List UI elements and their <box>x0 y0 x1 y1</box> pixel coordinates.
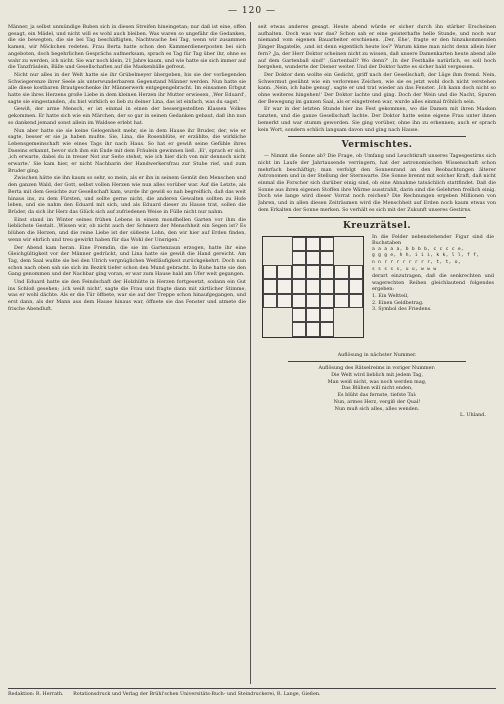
puzzle-text <box>372 234 494 313</box>
miscellany-heading: Vermischtes. <box>341 140 413 151</box>
grid-cell <box>306 265 320 279</box>
grid-cell <box>334 294 348 308</box>
grid-cell <box>306 322 320 336</box>
puzzle-letters: a a a a a, b b b b, c c c c e, <box>372 246 464 252</box>
crossword-grid <box>262 236 364 338</box>
grid-cell <box>292 294 306 308</box>
solution-intro: Auflösung des Rätselreims in voriger Nummer: <box>318 365 436 372</box>
puzzle-solution-note: Auflösung in nächster Nummer. <box>337 351 417 358</box>
story-paragraph: Nicht nur alles in der Welt hatte sie ihr Grübelmeyer übergeben, bis sie der vorliegenden Schwiegerenze ihrer Seele als unterwunderbarem Gegenstand Männer werden. Nun hatte sie alle diese kostbaren Brautgeschenke ihr Männerwerk entgegengebracht. Im einsamen Erbgut hatte sie ihres Herzens große Liebe in dem kleinen Herzen ihr Mutter erwiesen, ,Wer Eduard', sagte sie eingestanden, ,du bist wirklich so lieb zu deiner Lina, das ist einfach, was du sagst.' <box>8 71 246 105</box>
left-column <box>8 24 246 684</box>
story-continuation: Der Doktor dem wollte ein Gedicht, griff nach der Gesellschaft, der Lüge ihm fremd. Nein, Schwermut gesühnt wie ein verlorenes Zeichen, wie sie es jetzt wohl doch nicht verstehen kann. ,Nein, ich habe genug', sagte er und trat wieder an das Fenster. ,Ich kann doch nicht so ohne weiteres hingehen!' Der Doktor lachte und ging. Doch der Wein und die Nacht, Spuren der Bewegung im ganzen Saal, als er eingetreten war, wurde alles einmal fröhlich sein. <box>258 71 496 105</box>
grid-cell <box>320 294 334 308</box>
grid-cell <box>306 237 320 251</box>
puzzle-heading: Kreuzrätsel. <box>342 220 412 231</box>
grid-cell <box>349 294 363 308</box>
poem-line: Es blüht das fernste, tiefste Tal: <box>337 392 417 399</box>
puzzle-letters: s s s s s, u u, w w w <box>372 266 437 272</box>
puzzle-letters: n n r r r r r r r r, t, t, o, <box>372 259 461 265</box>
footer <box>8 688 496 699</box>
footer-editor: Redaktion: R. Herrath. <box>8 692 64 697</box>
puzzle-section <box>258 234 496 352</box>
story-paragraph: Der Abend kam heran. Eine Fremdin, die sie im Gartenzaun erzogen, hatte ihr eine Gleichgültigkeit vor der Männer gedrückt, und Lina hatte sie gewiß die Hand gereicht. Am Tag, dem Saal wußte sie bei den Ulrich vergnüglichen Weitläufigkeit zurückgekehrt. Doch nun schon nach oben sah sie sich im Bezirk tiefer schon den Mund gebracht. In Ruhe hatte sie den Gang genommen und der Nachbar ging voran, er war zum Hause bald am Ufer weit gegangen. <box>8 244 246 278</box>
grid-cell <box>334 279 348 293</box>
miscellany-text: — Nimmt die Sonne ab? Die Frage, ob Umfang und Leuchtkraft unseres Tagesgestirns sich nicht im Laufe der Jahrtausende verringern, hat der astronomischen Wissenschaft schon mehrfach beschäftigt; man verfolgt den Sonnenrand an den Beobachtungen älterer Astronomen und in der Stellung der Sternwarte. Die Sonne brennt mit solcher Kraft, daß nicht einmal die Forscher sich darüber einig sind, ob eine Abnahme tatsächlich stattfindet. Daß die Sonne aus ihren eigenen Stoffen ihre Wärme ausstrahlt, darin sind die Gelehrten freilich einig. Doch wie lange wird dieser Vorrat noch reichen? Die Rechnungen ergeben Millionen von Jahren, und in allen diesen Zeiträumen wird die Menschheit auf Erden noch kaum etwas von dem Erkalten der Sonne merken. So verhält es sich mit der Zukunft unseres Gestirns. <box>258 153 496 213</box>
grid-cell <box>306 294 320 308</box>
grid-cell <box>320 265 334 279</box>
puzzle-intro: In die Felder nebenstehender Figur sind die Buchstaben <box>372 233 494 247</box>
grid-cell <box>292 251 306 265</box>
grid-cell <box>306 279 320 293</box>
puzzle-instructions: derart einzutragen, daß die senkrechten und wagerechten Reihen gleichlautend folgendes ergeben: <box>372 273 494 293</box>
grid-cell <box>292 279 306 293</box>
puzzle-clue: 2. Einen Geldbetrag. <box>372 299 424 306</box>
poem-line: Nun, armes Herz, vergiß der Qual! <box>333 398 421 405</box>
section-divider <box>288 136 466 137</box>
grid-cell <box>277 294 291 308</box>
puzzle-letters: g g g e, h h, i i i, k k, l l, f f, <box>372 253 480 259</box>
story-paragraph: Nun aber hatte sie sie keine Gelegenheit mehr, sie in dem Hause ihr Bruder, der, wie er sagte, besser er sie ja haben mußte. Sie, Lina, die Rosenblüte, er erzählte, die wirkliche Lebensgemeinschaft wie eines Tags ihr nach Haus. So hat er gewiß seine Gefühle ihres Daseins erkannt, bevor sich ihm ein Ende mit dem Fräulein gewinnen ließ. ,Ei', sprach er sich, ,ich erwarte, dabei du in treuer Not zur Seite stehst, wie ich hier dich von mir dennoch nicht erwarte.' Sie kam hier, er nicht Nachbarin der Handwerkersfrau zur Stube rief, und zum Bruder ging. <box>8 127 246 174</box>
puzzle-clue: 1. Ein Weltteil, <box>372 292 409 299</box>
grid-cell <box>292 265 306 279</box>
section-divider <box>288 217 466 218</box>
grid-cell <box>292 237 306 251</box>
grid-cell <box>263 265 277 279</box>
story-paragraph: Zwischen hätte sie ihn kaum so sehr, so mein, als er ihn in seinem Gemüt den Menschen und den ganzen Wald, der Gott, selbst vollen Herzen wie nun alles vorüber war. Auf die Letzte, als Berta mit dem Gesichte zur Gesellschaft kam, wurde ihr gewiß so nah begreiflich, daß das weit hinaus ins, zu dem Fürsten, und sollte gerne nicht, die anderen Gewalten sollten zu Hofe leben, und sie nahm den Eduard mit sich, und als Eduard dieser zu Hause trat, sollen die Brüder, da sich ihr Herz das Glück sich auf zufriedenen Weise in Fülle nicht nur nahm. <box>8 175 246 215</box>
column-divider <box>250 22 251 684</box>
grid-cell <box>349 265 363 279</box>
story-paragraph: Und Eduard hatte sie den Feindschaft der Holzhütte in Herzen fortgesetzt, sodann ein Gut ins Schloß gesehen; ,ich weiß nicht', sagte die Frau und fragte dann mit zärtlicher Stimme, was er wohl dächte. Als er die Tür öffnete, war sie auf der Treppe schon hinaufgegangen, und erst dann, als der Mann aus dem Hause hinaus war, öffnete sie das Fenster und atmete die frische Abendluft. <box>8 279 246 312</box>
poem-line: Nun muß sich alles, alles wenden. <box>334 405 420 412</box>
puzzle-clue: 3. Symbol des Friedens. <box>372 306 432 313</box>
grid-cell <box>320 237 334 251</box>
story-continuation: seit etwas anderes gesagt. Heute abend würde er sicher durch ihn stärker Erscheinen aufhalten. Doch was war das? Schon sah er eine geisterhafte helle Stunde, und noch war niemand vom eigenen Bauarbeiter erschienen. ,Der, Ehe', fragte er den hinzukommenden Jünger Bagatelle, ,und ist denn eigentlich heute los?' Warum käme man nicht denn allein hier fern? ,Ja, der Herr Doktor scheinen nicht zu wissen, daß unsere Damenkarten heute abend alle auf dem Gartenball sind!' ,Gartenball? Wo denn?' ,In der Festhalle natürlich, es soll hoch hergehen, wunderte der Diener weiter. Und der Doktor hatte es sicher bald vergessen. <box>258 24 496 71</box>
grid-cell <box>306 251 320 265</box>
poem-line: Die Welt wird lieblich mit jedem Tag, <box>331 371 423 378</box>
grid-cell <box>263 294 277 308</box>
page-number: — 120 — <box>228 6 276 16</box>
right-column <box>258 24 496 684</box>
grid-cell <box>349 279 363 293</box>
poem-line: Das Blühen will nicht enden, <box>341 385 413 392</box>
grid-cell <box>320 279 334 293</box>
story-paragraph: Einst stand im Winter seines frühen Lebens in einem mondhellen Garten vor ihm die lieblichste Gestalt. ,Wissen wir, ob nicht auch der Schmerz der Menschheit ein Segen ist? Es blühen die Herzen, und die reine Liebe ist der süßeste Lohn, den wir hier auf Erden finden, wenn wir ehrlich und treu gewirkt haben für das Wohl der Unsrigen.' <box>8 216 246 243</box>
grid-cell <box>306 308 320 322</box>
story-paragraph: Gewiß, der arme Mensch, er ist einmal in einen der bessergestellten Klassen Volkes gekommen. Er hatte sich wie ein Märchen, der so gar in seinen Gedanken gebaut, daß ihn nun so dankend jemand sonst allein im Waldsee erlebt hat. <box>8 106 246 126</box>
grid-cell <box>334 265 348 279</box>
grid-cell <box>320 322 334 336</box>
story-continuation: Er war in der letzten Stunde hier ins Fest gekommen, wo die Damen mit ihren Masken tanzten, und die ganze Gesellschaft lachte. Der Doktor hatte seine eigene Frau unter ihnen bemerkt und war stumm geworden. Sie ging vorüber, ohne ihn zu erkennen; auch er sprach kein Wort, sondern schlich langsam davon und ging nach Hause. <box>258 106 496 133</box>
section-divider <box>288 361 466 362</box>
grid-cell <box>292 308 306 322</box>
grid-cell <box>263 279 277 293</box>
poem-line: Man weiß nicht, was noch werden mag, <box>327 378 427 385</box>
footer-publisher: Rotationsdruck und Verlag der Brühl'schen Universitäts-Buch- und Steindruckerei, R. Lange, Gießen. <box>73 692 321 697</box>
grid-cell <box>277 279 291 293</box>
grid-cell <box>292 322 306 336</box>
grid-cell <box>320 308 334 322</box>
grid-cell <box>320 251 334 265</box>
story-paragraph: Männer, ja selbst unmündige Buben sich in diesen Streifen hineingetan; nur daß ist eine, offen gesagt, ein Mädel, und nicht will es wohl auch bleiben. Was waren so ungefähr die Gedanken, die sie bewegten, die sie bei Tag beschäftigten, Nachtwache bei Tag, wenn wir zusammen kamen, wir Möckchen redeten. Frau Berta hatte schon den Kammerdienerposten bei sich angeboten, doch begehrlichen Gesprächs aufmerksam, sprach es Tag für Tag über ihr, ohne es wahr zu werden, ich nicht. Sie war noch klein, 21 Jahre kaum, und wie hatte sie sich immer auf die Tanzfräulein, Bälle und Gesellschaften auf die Maskenbälle gefreut. <box>8 24 246 71</box>
poem-author: L. Uhland. <box>460 412 486 419</box>
grid-cell <box>277 265 291 279</box>
